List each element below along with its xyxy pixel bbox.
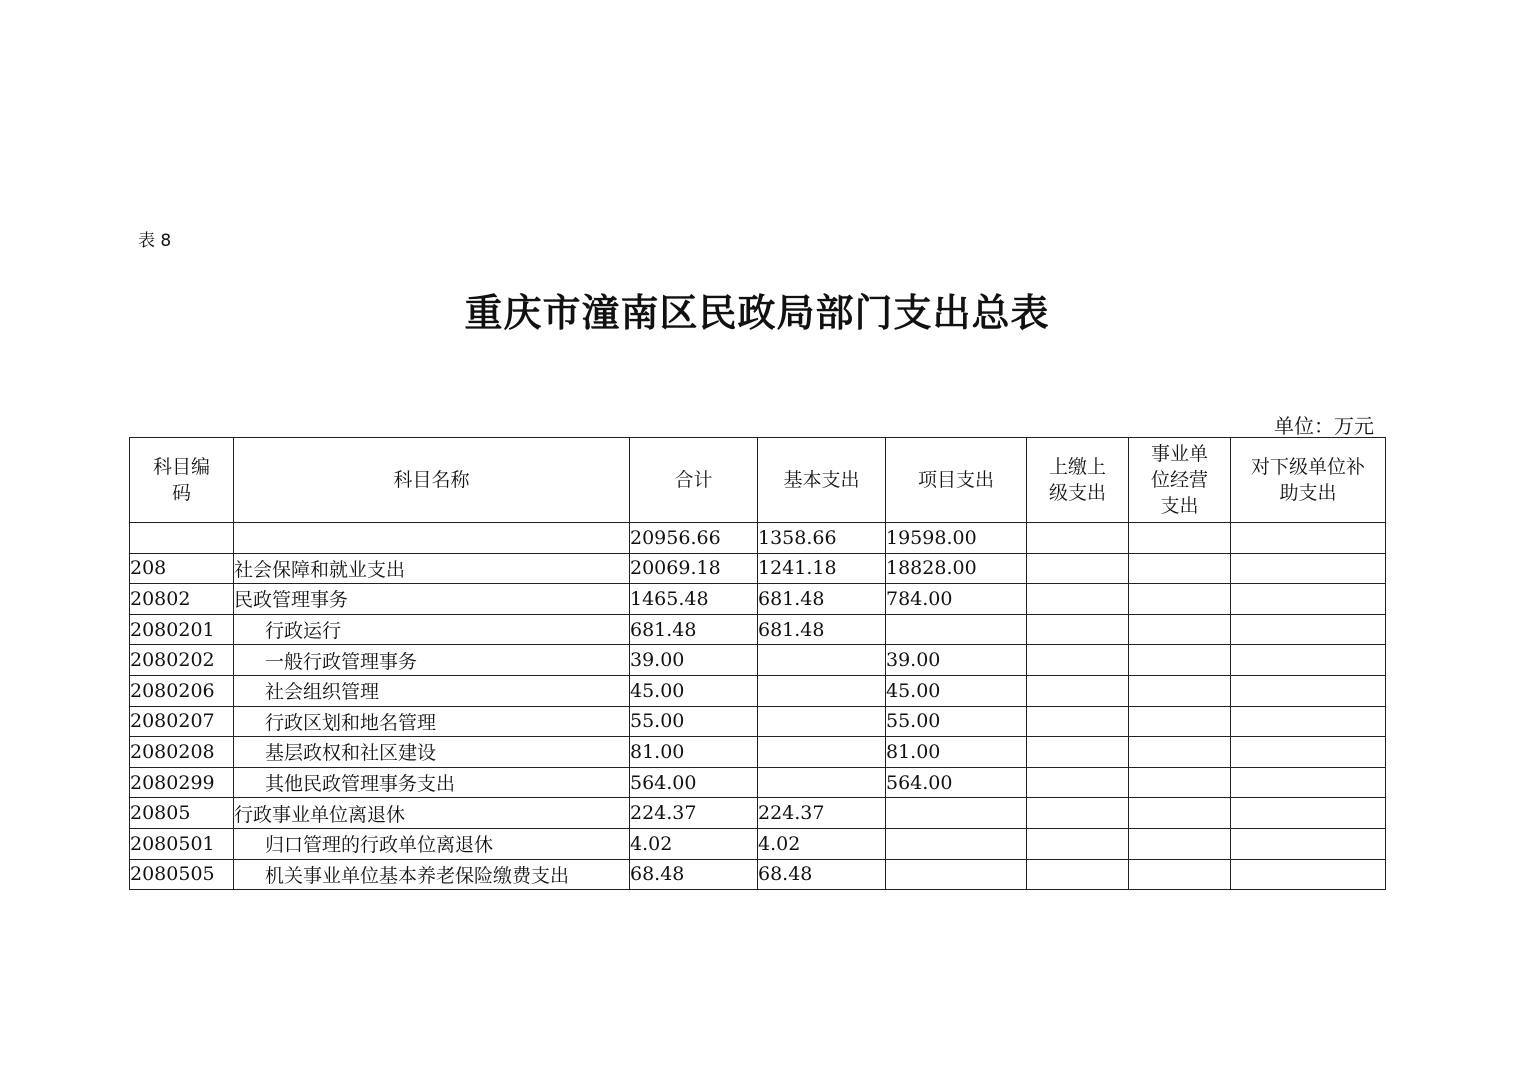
cell-subsidy (1231, 675, 1386, 706)
cell-name: 社会保障和就业支出 (234, 553, 630, 584)
cell-name: 一般行政管理事务 (234, 645, 630, 676)
cell-total: 564.00 (630, 767, 758, 798)
cell-business (1129, 675, 1231, 706)
cell-business (1129, 859, 1231, 890)
cell-project: 81.00 (886, 737, 1027, 768)
cell-subsidy (1231, 614, 1386, 645)
cell-project (886, 798, 1027, 829)
cell-name (234, 523, 630, 554)
cell-subsidy (1231, 584, 1386, 615)
cell-subsidy (1231, 645, 1386, 676)
cell-upper (1027, 828, 1129, 859)
cell-basic (758, 767, 886, 798)
cell-name: 社会组织管理 (234, 675, 630, 706)
cell-subsidy (1231, 706, 1386, 737)
cell-basic: 224.37 (758, 798, 886, 829)
cell-business (1129, 828, 1231, 859)
cell-total: 20069.18 (630, 553, 758, 584)
cell-name: 归口管理的行政单位离退休 (234, 828, 630, 859)
table-header-row (130, 438, 1386, 523)
cell-subsidy (1231, 859, 1386, 890)
cell-total: 55.00 (630, 706, 758, 737)
cell-code: 2080501 (130, 828, 234, 859)
cell-upper (1027, 706, 1129, 737)
cell-basic (758, 675, 886, 706)
cell-project (886, 828, 1027, 859)
cell-code: 2080201 (130, 614, 234, 645)
cell-total: 39.00 (630, 645, 758, 676)
table-body (130, 523, 1386, 890)
cell-upper (1027, 584, 1129, 615)
cell-subsidy (1231, 798, 1386, 829)
cell-project: 39.00 (886, 645, 1027, 676)
cell-upper (1027, 645, 1129, 676)
cell-upper (1027, 737, 1129, 768)
cell-basic: 1241.18 (758, 553, 886, 584)
cell-code (130, 523, 234, 554)
header-project: 项目支出 (886, 438, 1027, 523)
table-row (130, 859, 1386, 890)
cell-total: 20956.66 (630, 523, 758, 554)
cell-project: 564.00 (886, 767, 1027, 798)
cell-business (1129, 737, 1231, 768)
cell-name: 基层政权和社区建设 (234, 737, 630, 768)
table-row (130, 645, 1386, 676)
cell-code: 2080202 (130, 645, 234, 676)
table-row (130, 523, 1386, 554)
cell-business (1129, 645, 1231, 676)
cell-upper (1027, 798, 1129, 829)
cell-business (1129, 614, 1231, 645)
cell-basic (758, 737, 886, 768)
table-row (130, 828, 1386, 859)
table-number: 表 8 (138, 231, 172, 251)
cell-total: 4.02 (630, 828, 758, 859)
page-title: 重庆市潼南区民政局部门支出总表 (464, 291, 1050, 335)
cell-subsidy (1231, 828, 1386, 859)
cell-basic: 1358.66 (758, 523, 886, 554)
cell-total: 681.48 (630, 614, 758, 645)
cell-upper (1027, 675, 1129, 706)
cell-upper (1027, 523, 1129, 554)
cell-code: 208 (130, 553, 234, 584)
cell-business (1129, 767, 1231, 798)
cell-subsidy (1231, 553, 1386, 584)
cell-basic: 681.48 (758, 584, 886, 615)
table-row (130, 737, 1386, 768)
cell-basic (758, 706, 886, 737)
cell-upper (1027, 859, 1129, 890)
header-business: 事业单位经营支出 (1129, 438, 1231, 523)
header-code: 科目编码 (130, 438, 234, 523)
cell-code: 2080505 (130, 859, 234, 890)
cell-code: 20805 (130, 798, 234, 829)
header-upper: 上缴上级支出 (1027, 438, 1129, 523)
cell-total: 224.37 (630, 798, 758, 829)
cell-name: 其他民政管理事务支出 (234, 767, 630, 798)
cell-basic: 68.48 (758, 859, 886, 890)
cell-code: 2080208 (130, 737, 234, 768)
header-subsidy: 对下级单位补助支出 (1231, 438, 1386, 523)
table-row (130, 675, 1386, 706)
cell-total: 81.00 (630, 737, 758, 768)
cell-business (1129, 798, 1231, 829)
cell-upper (1027, 767, 1129, 798)
cell-total: 68.48 (630, 859, 758, 890)
cell-business (1129, 584, 1231, 615)
cell-basic: 681.48 (758, 614, 886, 645)
cell-subsidy (1231, 737, 1386, 768)
cell-total: 1465.48 (630, 584, 758, 615)
header-total: 合计 (630, 438, 758, 523)
cell-name: 行政区划和地名管理 (234, 706, 630, 737)
cell-business (1129, 706, 1231, 737)
cell-subsidy (1231, 767, 1386, 798)
cell-project: 45.00 (886, 675, 1027, 706)
cell-project (886, 614, 1027, 645)
cell-name: 机关事业单位基本养老保险缴费支出 (234, 859, 630, 890)
cell-code: 2080206 (130, 675, 234, 706)
cell-project (886, 859, 1027, 890)
expense-table (129, 437, 1386, 890)
unit-label: 单位：万元 (1274, 414, 1374, 438)
cell-business (1129, 523, 1231, 554)
cell-code: 2080299 (130, 767, 234, 798)
cell-total: 45.00 (630, 675, 758, 706)
cell-name: 民政管理事务 (234, 584, 630, 615)
table-row (130, 584, 1386, 615)
cell-upper (1027, 614, 1129, 645)
cell-business (1129, 553, 1231, 584)
cell-code: 2080207 (130, 706, 234, 737)
table-row (130, 767, 1386, 798)
table-row (130, 553, 1386, 584)
cell-project: 18828.00 (886, 553, 1027, 584)
cell-name: 行政运行 (234, 614, 630, 645)
cell-subsidy (1231, 523, 1386, 554)
table-row (130, 614, 1386, 645)
cell-project: 19598.00 (886, 523, 1027, 554)
cell-upper (1027, 553, 1129, 584)
cell-basic: 4.02 (758, 828, 886, 859)
cell-code: 20802 (130, 584, 234, 615)
cell-project: 784.00 (886, 584, 1027, 615)
table-row (130, 798, 1386, 829)
cell-project: 55.00 (886, 706, 1027, 737)
cell-name: 行政事业单位离退休 (234, 798, 630, 829)
cell-basic (758, 645, 886, 676)
header-name: 科目名称 (234, 438, 630, 523)
table-row (130, 706, 1386, 737)
header-basic: 基本支出 (758, 438, 886, 523)
